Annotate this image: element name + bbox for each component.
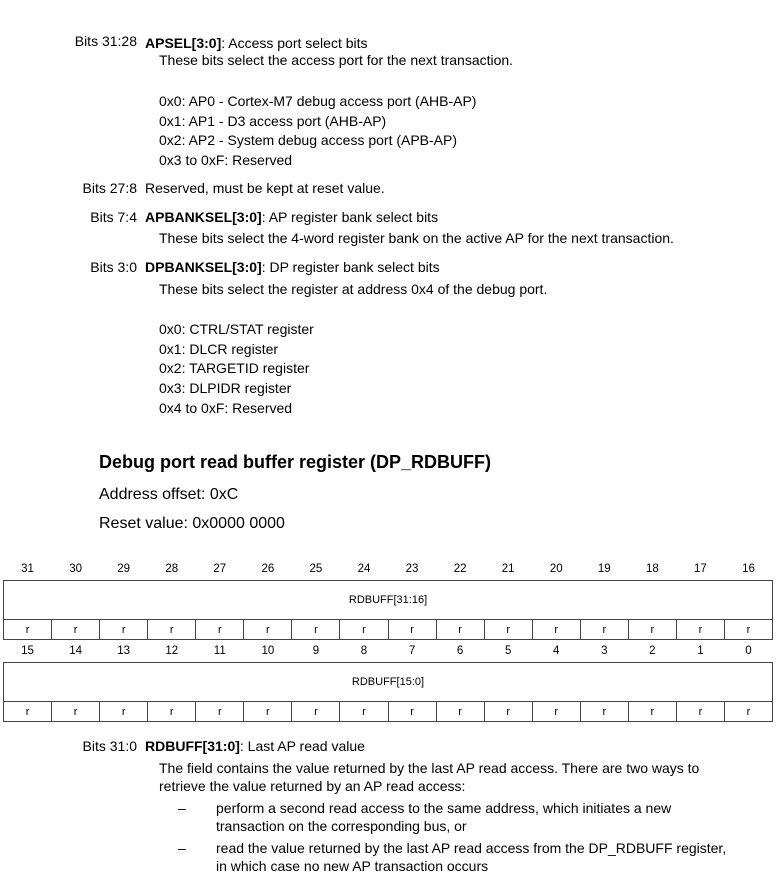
value-item: 0x1: DLCR register <box>159 341 279 357</box>
access-cell: r <box>724 702 772 722</box>
bit-number-row-upper <box>4 558 773 581</box>
access-cell: r <box>100 620 148 640</box>
bit-number: 23 <box>405 563 419 575</box>
access-cell: r <box>340 620 388 640</box>
bit-number: 18 <box>645 563 659 575</box>
bit-number: 6 <box>456 645 464 657</box>
bit-number: 27 <box>213 563 227 575</box>
bit-number: 22 <box>453 563 467 575</box>
access-cell: r <box>436 702 484 722</box>
access-cell: r <box>724 620 772 640</box>
bit-number: 4 <box>553 645 560 657</box>
field-desc-rdbuff-line2: retrieve the value returned by an AP read access: <box>159 778 466 794</box>
field-name-apbanksel: APBANKSEL[3:0] <box>145 209 262 225</box>
access-cell: r <box>292 702 340 722</box>
bits-label-rdbuff: Bits 31:0 <box>82 738 137 754</box>
reset-value: Reset value: 0x0000 0000 <box>99 515 285 532</box>
field-title-rdbuff <box>145 737 365 755</box>
field-row-upper <box>4 581 773 620</box>
register-field-upper: RDBUFF[31:16] <box>4 581 773 620</box>
reserved-text: Reserved, must be kept at reset value. <box>145 180 385 196</box>
field-title-dpbanksel <box>145 258 440 276</box>
field-name-apsel: APSEL[3:0] <box>145 35 222 51</box>
bit-number: 12 <box>165 645 179 657</box>
field-summary-dpbanksel: : DP register bank select bits <box>261 259 440 275</box>
access-cell: r <box>244 702 292 722</box>
bullet-line: read the value returned by the last AP read access from the DP_RDBUFF register, <box>216 840 727 856</box>
field-summary-rdbuff: : Last AP read value <box>239 738 365 754</box>
value-item: 0x1: AP1 - D3 access port (AHB-AP) <box>159 113 387 129</box>
access-cell: r <box>580 702 628 722</box>
access-cell: r <box>100 702 148 722</box>
bit-number: 13 <box>117 645 131 657</box>
bullet-dash: – <box>178 840 186 856</box>
field-row-lower <box>4 663 773 702</box>
access-cell: r <box>628 620 676 640</box>
bit-number: 20 <box>549 563 563 575</box>
bits-label-apbanksel: Bits 7:4 <box>90 209 137 225</box>
access-cell: r <box>148 702 196 722</box>
field-desc-rdbuff-line1: The field contains the value returned by the last AP read access. There are two ways to <box>159 760 700 776</box>
access-cell: r <box>388 620 436 640</box>
field-name-dpbanksel: DPBANKSEL[3:0] <box>145 259 262 275</box>
bullet-line: in which case no new AP transaction occurs <box>216 858 489 874</box>
access-cell: r <box>532 620 580 640</box>
field-name-rdbuff: RDBUFF[31:0] <box>145 738 240 754</box>
value-item: 0x2: TARGETID register <box>159 360 310 376</box>
bit-number: 29 <box>117 563 131 575</box>
access-cell: r <box>676 702 724 722</box>
bullet-item <box>216 799 671 835</box>
bit-number: 31 <box>21 563 34 575</box>
bit-number: 17 <box>694 563 707 575</box>
bit-number: 19 <box>597 563 611 575</box>
access-cell: r <box>292 620 340 640</box>
bit-number: 7 <box>408 645 416 657</box>
field-summary-apbanksel: : AP register bank select bits <box>261 209 439 225</box>
bit-number: 3 <box>601 645 608 657</box>
bit-number: 24 <box>357 563 371 575</box>
value-item: 0x2: AP2 - System debug access port (APB-AP) <box>159 132 458 148</box>
bit-number: 26 <box>261 563 275 575</box>
bit-number: 25 <box>309 563 323 575</box>
value-item: 0x4 to 0xF: Reserved <box>159 400 293 416</box>
bit-number: 16 <box>742 563 755 575</box>
access-row-upper <box>4 620 773 640</box>
access-cell: r <box>4 702 52 722</box>
bit-number: 10 <box>261 645 275 657</box>
access-cell: r <box>52 620 100 640</box>
bit-number: 0 <box>745 645 752 657</box>
bits-label-apsel: Bits 31:28 <box>74 33 137 49</box>
access-cell: r <box>580 620 628 640</box>
bits-label-reserved: Bits 27:8 <box>82 180 137 196</box>
access-cell: r <box>436 620 484 640</box>
access-cell: r <box>628 702 676 722</box>
bit-number: 11 <box>213 645 226 657</box>
value-item: 0x0: AP0 - Cortex-M7 debug access port (AHB-AP) <box>159 93 477 109</box>
access-cell: r <box>532 702 580 722</box>
access-cell: r <box>196 702 244 722</box>
bullet-line: transaction on the corresponding bus, or <box>216 818 467 834</box>
access-cell: r <box>676 620 724 640</box>
value-item: 0x0: CTRL/STAT register <box>159 321 314 337</box>
value-item: 0x3: DLPIDR register <box>159 380 292 396</box>
bit-number: 30 <box>69 563 82 575</box>
field-desc-apsel: These bits select the access port for the next transaction. <box>159 52 514 68</box>
value-item: 0x3 to 0xF: Reserved <box>159 152 293 168</box>
bit-number: 9 <box>312 645 320 657</box>
bullet-item <box>216 839 726 875</box>
access-cell: r <box>244 620 292 640</box>
section-heading: Debug port read buffer register (DP_RDBUFF) <box>99 452 492 472</box>
bit-number: 1 <box>697 645 704 657</box>
field-desc-apbanksel: These bits select the 4-word register bank on the active AP for the next transaction. <box>159 230 674 246</box>
bit-number: 21 <box>501 563 515 575</box>
bit-number-row-lower <box>4 640 773 663</box>
bit-number: 8 <box>360 645 368 657</box>
access-cell: r <box>4 620 52 640</box>
access-cell: r <box>148 620 196 640</box>
access-cell: r <box>52 702 100 722</box>
register-diagram <box>3 558 773 722</box>
field-title-apbanksel <box>145 208 438 226</box>
field-title-apsel <box>145 34 368 52</box>
bit-number: 15 <box>21 645 34 657</box>
field-desc-dpbanksel: These bits select the register at address 0x4 of the debug port. <box>159 281 548 297</box>
bullet-dash: – <box>178 800 186 816</box>
field-summary-apsel: : Access port select bits <box>221 35 368 51</box>
access-row-lower <box>4 702 773 722</box>
access-cell: r <box>340 702 388 722</box>
bit-number: 28 <box>165 563 179 575</box>
access-cell: r <box>484 702 532 722</box>
access-cell: r <box>196 620 244 640</box>
bits-label-dpbanksel: Bits 3:0 <box>90 259 137 275</box>
bullet-line: perform a second read access to the same address, which initiates a new <box>216 800 672 816</box>
address-offset: Address offset: 0xC <box>99 486 239 503</box>
register-field-lower: RDBUFF[15:0] <box>4 663 773 702</box>
access-cell: r <box>388 702 436 722</box>
bit-number: 14 <box>69 645 82 657</box>
access-cell: r <box>484 620 532 640</box>
bit-number: 5 <box>504 645 512 657</box>
bit-number: 2 <box>649 645 656 657</box>
